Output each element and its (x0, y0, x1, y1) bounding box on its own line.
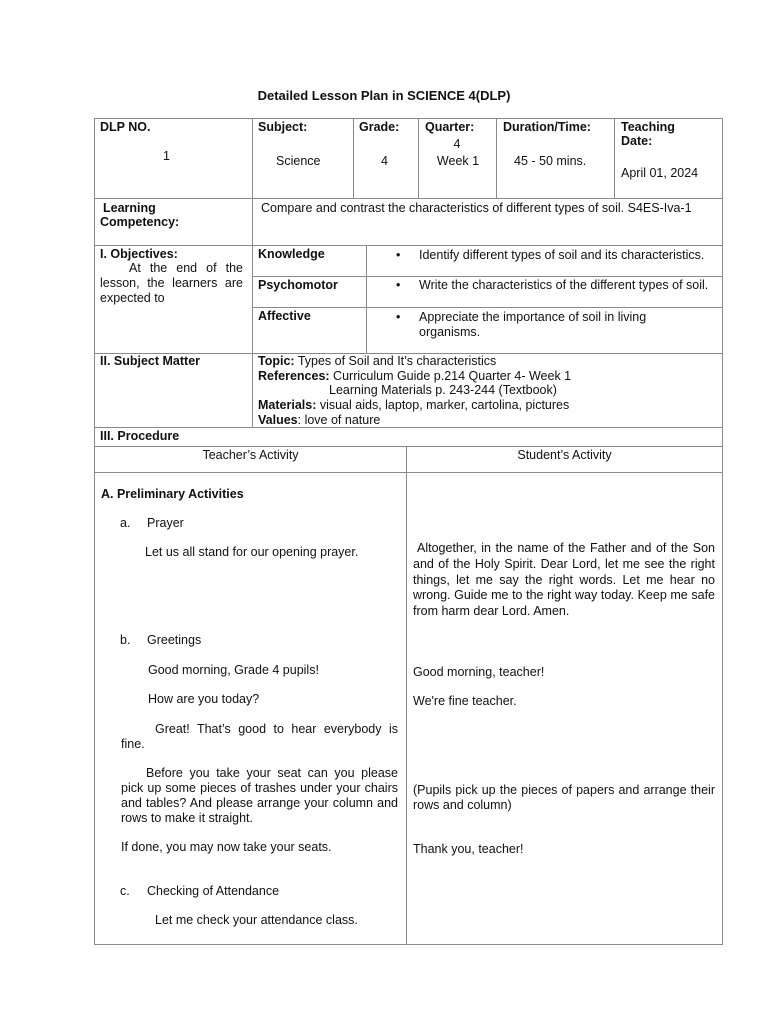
seat-teacher-text: Before you take your seat can you please pick up some pieces of trashes under your chairs and tables? And please arrange your column and rows to make it straight. (121, 766, 398, 825)
competency-text: Compare and contrast the characteristics of different types of soil. S4ES-Iva-1 (261, 201, 692, 215)
duration-value: 45 - 50 mins. (514, 154, 587, 168)
dlp-value: 1 (163, 149, 170, 163)
howare-teacher-text: How are you today? (148, 692, 260, 706)
topic-line (258, 354, 496, 369)
date-label: Date: (621, 134, 653, 148)
values-label: Values (258, 413, 298, 427)
row-divider (94, 472, 723, 473)
teacher-activity-header: Teacher’s Activity (202, 448, 299, 462)
item-a-marker: a. (120, 516, 131, 530)
competency-label: Learning (103, 201, 156, 215)
done-teacher-text: If done, you may now take your seats. (121, 840, 332, 854)
values-line (258, 413, 380, 428)
column-divider (366, 245, 367, 353)
grade-value: 4 (381, 154, 388, 168)
item-attendance-label: Checking of Attendance (147, 884, 280, 898)
row-divider (94, 245, 723, 246)
values-value: : love of nature (297, 413, 381, 427)
references-value: Curriculum Guide p.214 Quarter 4- Week 1 (329, 369, 572, 383)
table-border-bottom (94, 944, 723, 945)
column-divider (406, 446, 407, 945)
quarter-week: Week 1 (436, 154, 480, 168)
quarter-label: Quarter: (425, 120, 475, 134)
grade-label: Grade: (359, 120, 400, 134)
objectives-label: I. Objectives: (100, 247, 178, 261)
objectives-intro: At the end of the lesson, the learners are expected to (100, 261, 243, 305)
references-label: References: (258, 369, 330, 383)
materials-value: visual aids, laptop, marker, cartolina, pictures (316, 398, 570, 412)
table-border-top (94, 118, 723, 119)
row-divider (94, 427, 723, 428)
great-teacher-text: Great! That’s good to hear everybody is fine. (121, 722, 398, 751)
table-border-left (94, 118, 95, 945)
item-c-marker: c. (120, 884, 130, 898)
teaching-label: Teaching (621, 120, 675, 134)
subject-label: Subject: (258, 120, 308, 134)
procedure-label: III. Procedure (100, 429, 180, 443)
column-divider (353, 118, 354, 198)
column-divider (252, 118, 253, 428)
done-student-text: Thank you, teacher! (413, 842, 524, 856)
row-divider (94, 446, 723, 447)
date-value: April 01, 2024 (621, 166, 699, 180)
objective-text-knowledge: • Identify different types of soil and its characteristics. (419, 248, 709, 263)
item-prayer-label: Prayer (147, 516, 184, 530)
objective-text-affective: • Appreciate the importance of soil in living organisms. (419, 310, 689, 340)
row-divider (252, 276, 723, 277)
topic-label: Topic: (258, 354, 295, 368)
topic-value: Types of Soil and It’s characteristics (294, 354, 497, 368)
column-divider (614, 118, 615, 198)
dlp-label: DLP NO. (100, 120, 151, 134)
objective-domain-affective: Affective (258, 309, 311, 323)
objective-domain-psychomotor: Psychomotor (258, 278, 338, 292)
objective-text-psychomotor: • Write the characteristics of the different types of soil. (419, 278, 711, 293)
greet-student-text: Good morning, teacher! (413, 665, 545, 679)
references-line-2: Learning Materials p. 243-244 (Textbook) (329, 383, 557, 397)
howare-student-text: We're fine teacher. (413, 694, 517, 708)
student-activity-header: Student’s Activity (517, 448, 612, 462)
row-divider (94, 198, 723, 199)
subject-matter-label: II. Subject Matter (100, 354, 201, 368)
duration-label: Duration/Time: (503, 120, 591, 134)
prayer-student-text: Altogether, in the name of the Father and of the Son and of the Holy Spirit. Dear Lord, let me see the right things, let me say the right words. Let me hear no wrong. Guide me to the right way today. Keep me safe from harm dear Lord. Amen. (413, 541, 715, 619)
greet-teacher-text: Good morning, Grade 4 pupils! (148, 663, 319, 677)
subject-value: Science (276, 154, 321, 168)
item-greetings-label: Greetings (147, 633, 202, 647)
prayer-teacher-text: Let us all stand for our opening prayer. (145, 545, 359, 559)
materials-label: Materials: (258, 398, 317, 412)
section-preliminary-activities: A. Preliminary Activities (101, 487, 244, 501)
item-b-marker: b. (120, 633, 131, 647)
table-border-right (722, 118, 723, 945)
attendance-teacher-text: Let me check your attendance class. (155, 913, 358, 927)
competency-label-2: Competency: (100, 215, 180, 229)
document-title: Detailed Lesson Plan in SCIENCE 4(DLP) (257, 88, 511, 103)
seat-student-text: (Pupils pick up the pieces of papers and arrange their rows and column) (413, 783, 715, 812)
row-divider (252, 307, 723, 308)
references-line (258, 369, 571, 384)
quarter-value: 4 (453, 137, 461, 151)
materials-line (258, 398, 569, 413)
objective-domain-knowledge: Knowledge (258, 247, 325, 261)
